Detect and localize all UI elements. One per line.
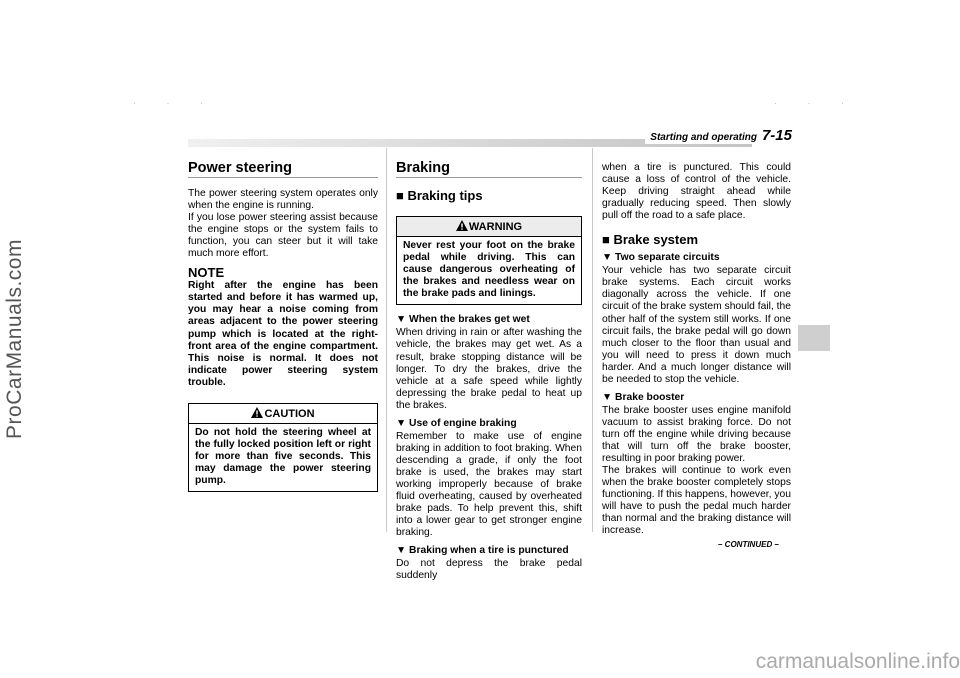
column-divider (592, 148, 593, 532)
caution-header (189, 404, 377, 424)
caution-label: CAUTION (264, 407, 315, 420)
crop-mark-left: · · · (133, 98, 217, 108)
warning-body: Never rest your foot on the brake pedal while driving. This can cause dangerous overheating of the brakes and needless wear on the brake pads and linings. (403, 240, 575, 300)
caution-body: Do not hold the steering wheel at the fully locked position left or right for more than five seconds. This may damage the power steering pump. (195, 426, 371, 486)
paragraph: Remember to make use of engine braking in addition to foot braking. When descending a grade, if only the foot brake is used, the brakes may start working improperly because of brake fluid overheating, caused by overheated brake pads. To help prevent this, shift into a lower gear to get stronger engine braking. (396, 430, 582, 539)
warning-triangle-icon (456, 220, 468, 231)
page-header (645, 127, 792, 144)
paragraph: when a tire is punctured. This could cause a loss of control of the vehicle. Keep driving straight ahead while gradually reducing speed. Then slowly pull off the road to a safe place. (602, 162, 791, 222)
section-tab (798, 325, 830, 351)
section-title: Starting and operating (650, 132, 757, 143)
subsection-heading: ■ Brake system (602, 232, 699, 248)
side-watermark-text: ProCarManuals.com (3, 239, 26, 439)
page-number: 7-15 (761, 127, 792, 144)
warning-box (396, 216, 582, 305)
note-label: NOTE (188, 265, 225, 281)
paragraph: The brakes will continue to work even when the brake booster completely stops functioning. If this happens, however, you will have to push the pedal much harder than normal and the braking distance will increase. (602, 465, 791, 537)
warning-header (397, 217, 581, 237)
column-brake-system (602, 162, 791, 537)
topic-heading: ▼ When the brakes get wet (396, 314, 530, 326)
side-watermark (0, 0, 30, 678)
column-divider (386, 148, 387, 532)
note-body: Right after the engine has been started and before it has warmed up, you may hear a noise coming from areas adjacent to the power steering pump which is located at the right-front area of the engine compartment. This noise is normal. It does not indicate power steering system trouble. (188, 280, 378, 388)
caution-box (188, 403, 378, 492)
warning-label: WARNING (468, 221, 523, 234)
topic-heading: ▼ Two separate circuits (602, 252, 720, 264)
column-power-steering (188, 162, 378, 492)
caution-triangle-icon (251, 407, 263, 418)
section-heading: Braking (396, 162, 582, 178)
paragraph: If you lose power steering assist because the engine stops or the system fails to function, you can steer but it will take much more effort. (188, 212, 378, 260)
paragraph: When driving in rain or after washing the vehicle, the brakes may get wet. As a result, brake stopping distance will be longer. To dry the brakes, drive the vehicle at a safe speed while lightly depressing the brake pedal to heat up the brakes. (396, 327, 582, 411)
column-braking (396, 162, 582, 582)
bottom-watermark: carmanualsonline.info (755, 650, 960, 673)
subsection-heading: ■ Braking tips (396, 188, 483, 204)
topic-heading: ▼ Use of engine braking (396, 417, 517, 429)
section-heading: Power steering (188, 162, 378, 178)
continued-label: – CONTINUED – (718, 540, 779, 549)
paragraph: Do not depress the brake pedal suddenly (396, 558, 582, 582)
topic-heading: ▼ Brake booster (602, 391, 685, 403)
topic-heading: ▼ Braking when a tire is punctured (396, 545, 569, 557)
paragraph: Your vehicle has two separate circuit brake systems. Each circuit works diagonally across the vehicle. If one circuit of the brake system should fail, the other half of the system still works. If one circuit fails, the brake pedal will go down much closer to the floor than usual and you will need to press it down much harder. And a much longer distance will be needed to stop the vehicle. (602, 265, 791, 385)
paragraph: The power steering system operates only when the engine is running. (188, 188, 378, 212)
crop-mark-right: · · · (774, 98, 858, 108)
paragraph: The brake booster uses engine manifold vacuum to assist braking force. Do not turn off the engine while driving because that will turn off the brake booster, resulting in poor braking power. (602, 404, 791, 465)
